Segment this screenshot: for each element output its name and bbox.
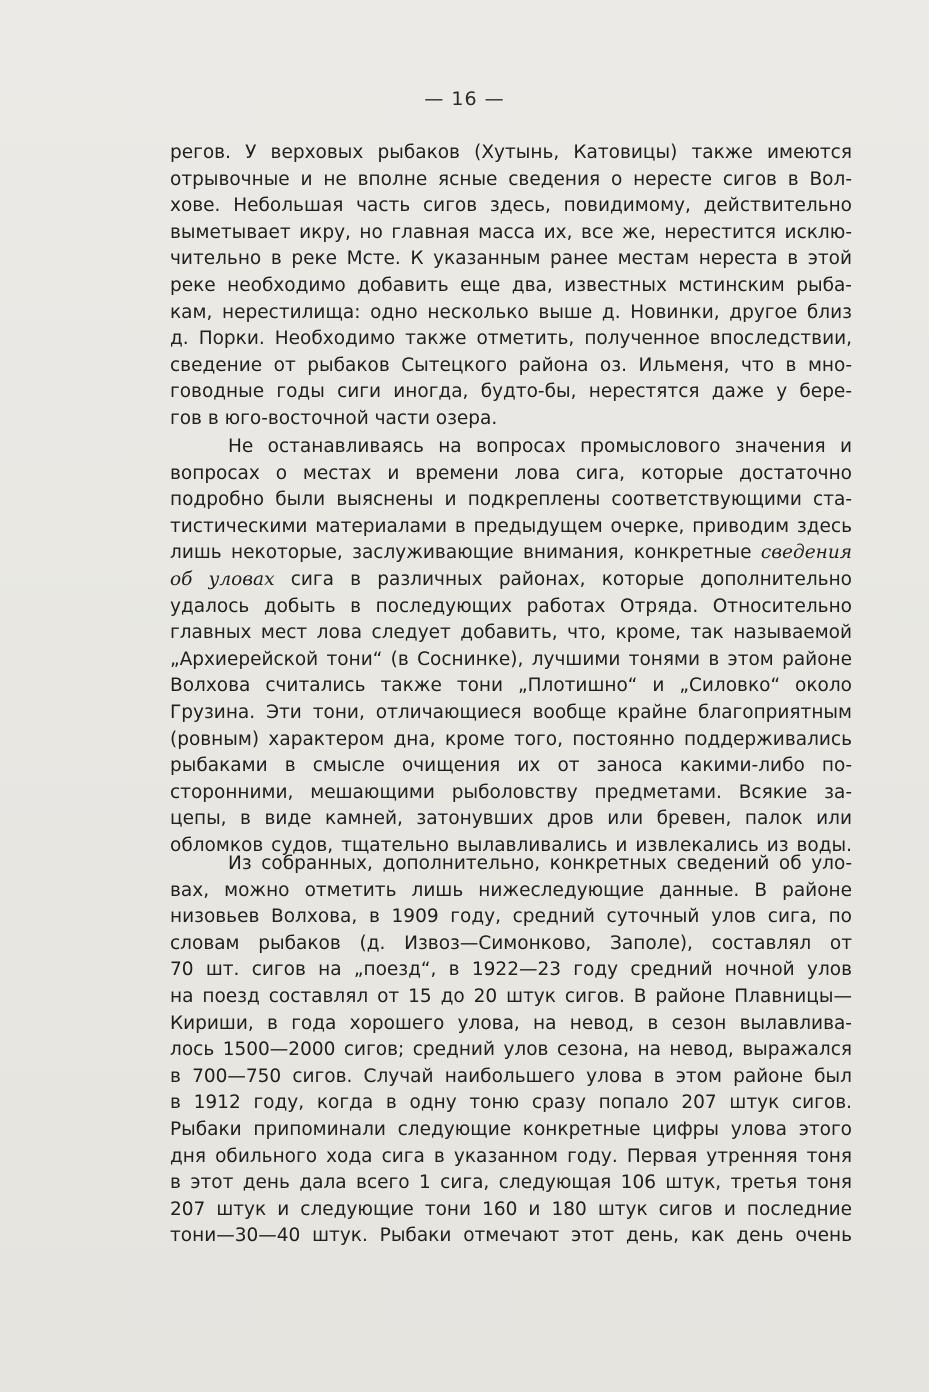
text-line: Волхова считались также тони „Плотишно“ и „Силовко“ около [170,675,852,697]
text-line: подробно были выяснены и подкреплены соответствующими ста- [170,489,852,511]
text-line: 70 шт. сигов на „поезд“, в 1922—23 году средний ночной улов [170,959,852,981]
text-line: в 1912 году, когда в одну тоню сразу попало 207 штук сигов. [170,1092,852,1114]
text-line: рыбаками в смысле очищения их от заноса какими-либо по- [170,755,852,777]
text-line: цепы, в виде камней, затонувших дров или бревен, палок или [170,808,852,830]
italic-emphasis: сведения [760,542,852,564]
text-line: регов. У верховых рыбаков (Хутынь, Катовицы) также имеются [170,142,852,163]
text-line: Грузина. Эти тони, отличающиеся вообще крайне благоприятным [170,701,852,723]
text-line: в 700—750 сигов. Случай наибольшего улова в этом районе был [170,1065,852,1087]
text-line: сведение от рыбаков Сытецкого района оз. Ильменя, что в мно- [170,354,852,376]
text-line: реке необходимо добавить еще два, известных мстинским рыба- [170,274,852,296]
text-line: „Архиерейской тони“ (в Соснинке), лучшими тонями в этом районе [170,648,852,670]
paragraph-2 [170,434,852,860]
text-span: лишь некоторые, заслуживающие внимания, конкретные [170,542,761,564]
text-line: хове. Небольшая часть сигов здесь, повидимому, действительно [170,195,852,217]
page-number: — 16 — [424,88,505,110]
text-line: в этот день дала всего 1 сига, следующая 106 штук, третья тоня [170,1172,852,1194]
text-line: лось 1500—2000 сигов; средний улов сезона, на невод, выражался [170,1039,852,1061]
paragraph-3 [170,851,852,1250]
text-line: на поезд составлял от 15 до 20 штук сигов. В районе Плавницы— [170,985,852,1007]
text-line: главных мест лова следует добавить, что, кроме, так называемой [170,622,852,644]
text-line: отрывочные и не вполне ясные сведения о нересте сигов в Вол- [170,168,852,190]
text-line: (ровным) характером дна, кроме того, постоянно поддерживались [170,728,852,750]
text-line: Не останавливаясь на вопросах промыслового значения и [228,436,852,457]
text-line: Из собранных, дополнительно, конкретных сведений об уло- [228,853,852,874]
text-line [170,567,852,594]
italic-emphasis: об уловах [170,568,275,590]
text-line: Рыбаки припоминали следующие конкретные цифры улова этого [170,1118,852,1140]
text-line: сторонними, мешающими рыболовству предметами. Всякие за- [170,781,852,803]
text-line: словам рыбаков (д. Извоз—Симонково, Заполе), составлял от [170,932,852,954]
text-line: тистическими материалами в предыдущем очерке, приводим здесь [170,515,852,537]
text-line: удалось добыть в последующих работах Отряда. Относительно [170,595,852,617]
text-line: гов в юго-восточной части озера. [170,407,498,429]
text-line: дня обильного хода сига в указанном году. Первая утренняя тоня [170,1145,852,1167]
text-span: сига в различных районах, которые дополнительно [274,568,852,590]
text-line: говодные годы сиги иногда, будто-бы, нерестятся даже у бере- [170,381,852,403]
text-line: 207 штук и следующие тони 160 и 180 штук сигов и последние [170,1198,852,1220]
text-line: обломков судов, тщательно вылавливались и извлекались из воды. [170,834,852,856]
text-line: чительно в реке Мсте. К указанным ранее местам нереста в этой [170,248,852,270]
text-line: д. Порки. Необходимо также отметить, полученное впоследствии, [170,328,852,350]
text-line [170,540,852,567]
text-line: низовьев Волхова, в 1909 году, средний суточный улов сига, по [170,906,852,928]
text-line: кам, нерестилища: одно несколько выше д. Новинки, другое близ [170,301,852,323]
text-line: вах, можно отметить лишь нижеследующие данные. В районе [170,879,852,901]
text-line: вопросах о местах и времени лова сига, которые достаточно [170,462,852,484]
text-line: выметывает икру, но главная масса их, все же, нерестится исклю- [170,221,852,243]
text-line: Кириши, в года хорошего улова, на невод, в сезон вылавлива- [170,1012,852,1034]
paragraph-1 [170,140,852,433]
text-line: тони—30—40 штук. Рыбаки отмечают этот день, как день очень [170,1225,852,1247]
